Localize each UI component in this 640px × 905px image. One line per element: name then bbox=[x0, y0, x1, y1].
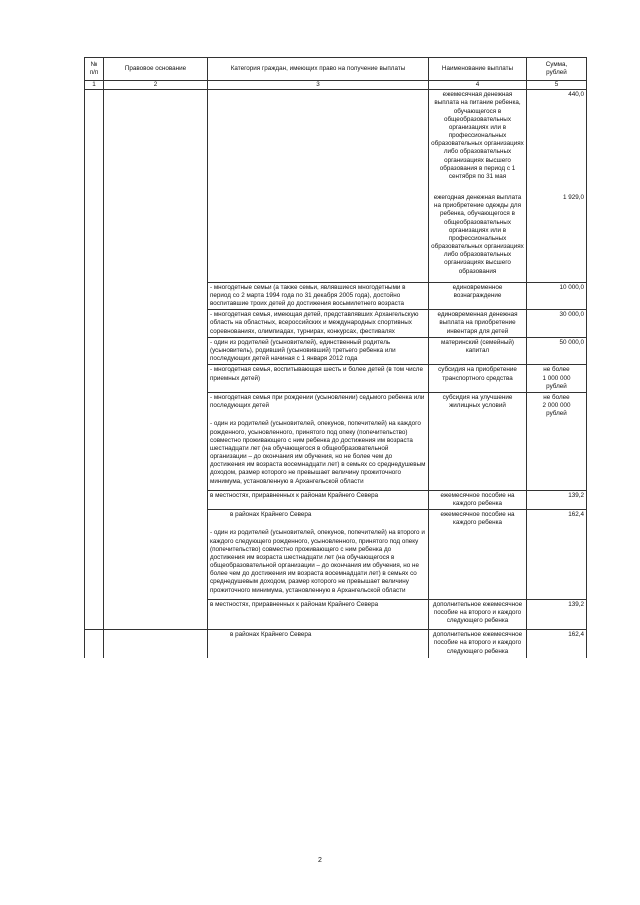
category-cell: - один из родителей (усыновителей, опекунов, попечителей) на каждого рожденного, усыновленного, принятого под опеку (попечительство) совместно проживающего с ним ребенка до достижения им возраста шестнадцати лет (на обучающегося в общеобразовательной организации – до окончания им обучения, но не более чем до достижения им возраста восемнадцати лет) в семьях со среднедушевым доходом, размер которого не превышает величину прожиточного минимума, установленную в Архангельской области bbox=[208, 419, 429, 490]
column-number: 3 bbox=[208, 81, 429, 90]
header-payment-name: Наименование выплаты bbox=[429, 58, 527, 81]
amount-cell: 50 000,0 bbox=[527, 337, 587, 365]
column-number: 4 bbox=[429, 81, 527, 90]
table-row bbox=[85, 282, 587, 310]
table-row bbox=[85, 528, 587, 599]
header-legal-basis: Правовое основание bbox=[104, 58, 208, 81]
amount-cell: не более 1 000 000 рублей bbox=[527, 365, 587, 393]
page-number: 2 bbox=[318, 857, 322, 864]
payment-name-cell: субсидия на приобретение транспортного средства bbox=[429, 365, 527, 393]
table-row bbox=[85, 193, 587, 282]
category-cell: в местностях, приравненных к районам Крайнего Севера bbox=[208, 599, 429, 630]
table-row bbox=[85, 90, 587, 193]
payment-name-cell: ежегодная денежная выплата на приобретение одежды для ребенка, обучающегося в общеобразовательных организациях или в профессиональных образовательных организациях либо образовательных организациях высшего образования bbox=[429, 193, 527, 282]
category-cell: - многодетная семья при рождении (усыновлении) седьмого ребенка или последующих детей bbox=[208, 392, 429, 419]
table-row bbox=[85, 599, 587, 630]
table-row bbox=[85, 337, 587, 365]
table-row bbox=[85, 419, 587, 490]
payment-name-cell: ежемесячное пособие на каждого ребенка bbox=[429, 490, 527, 509]
payment-name-cell: субсидия на улучшение жилищных условий bbox=[429, 392, 527, 419]
column-number: 1 bbox=[85, 81, 104, 90]
category-cell: - один из родителей (усыновителей, опекунов, попечителей) на второго и каждого следующего рожденного, усыновленного, принятого под опеку (попечительство) совместно проживающего с ним ребенка до достижения им возраста шестнадцати лет (на обучающегося в общеобразовательной организации – до окончания им обучения, но не более чем до достижения им возраста восемнадцати лет) в семьях со среднедушевым доходом, размер которого не превышает величину прожиточного минимума, установленную в Архангельской области bbox=[208, 528, 429, 599]
amount-cell bbox=[527, 419, 587, 490]
amount-cell: не более 2 000 000 рублей bbox=[527, 392, 587, 419]
amount-cell: 139,2 bbox=[527, 490, 587, 509]
category-cell: в местностях, приравненных к районам Крайнего Севера bbox=[208, 490, 429, 509]
amount-cell: 139,2 bbox=[527, 599, 587, 630]
table-row bbox=[85, 510, 587, 529]
payments-table bbox=[84, 57, 587, 658]
amount-cell: 162,4 bbox=[527, 510, 587, 529]
table-row bbox=[85, 392, 587, 419]
header-number: № п/п bbox=[85, 58, 104, 81]
category-cell: в районах Крайнего Севера bbox=[208, 510, 429, 529]
payment-name-cell bbox=[429, 419, 527, 490]
column-number: 5 bbox=[527, 81, 587, 90]
header-amount: Сумма, рублей bbox=[527, 58, 587, 81]
table-header-row bbox=[85, 58, 587, 81]
amount-cell: 30 000,0 bbox=[527, 310, 587, 338]
payment-name-cell: ежемесячное пособие на каждого ребенка bbox=[429, 510, 527, 529]
amount-cell bbox=[527, 528, 587, 599]
category-cell: - один из родителей (усыновителей), единственный родитель (усыновитель), родивший (усыновивший) третьего ребенка или последующих детей начиная с 1 января 2012 года bbox=[208, 337, 429, 365]
amount-cell: 440,0 bbox=[527, 90, 587, 193]
header-category: Категория граждан, имеющих право на получение выплаты bbox=[208, 58, 429, 81]
payment-name-cell bbox=[429, 528, 527, 599]
amount-cell: 162,4 bbox=[527, 630, 587, 658]
column-number: 2 bbox=[104, 81, 208, 90]
category-cell: в районах Крайнего Севера bbox=[208, 630, 429, 658]
category-cell bbox=[208, 193, 429, 282]
payment-name-cell: дополнительное ежемесячное пособие на второго и каждого следующего ребенка bbox=[429, 630, 527, 658]
payment-name-cell: единовременная денежная выплата на приобретение инвентаря для детей bbox=[429, 310, 527, 338]
payment-name-cell: материнский (семейный) капитал bbox=[429, 337, 527, 365]
category-cell: - многодетная семья, имеющая детей, представлявших Архангельскую область на областных, всероссийских и международных спортивных соревнованиях, олимпиадах, турнирах, конкурсах, фестивалях bbox=[208, 310, 429, 338]
table-row bbox=[85, 365, 587, 393]
table-row bbox=[85, 490, 587, 509]
amount-cell: 10 000,0 bbox=[527, 282, 587, 310]
category-cell: - многодетная семья, воспитывающая шесть и более детей (в том числе приемных детей) bbox=[208, 365, 429, 393]
payment-name-cell: ежемесячная денежная выплата на питание ребенка, обучающегося в общеобразовательных организациях или в профессиональных образовательных организациях либо образовательных организациях высшего образования в период с 1 сентября по 31 мая bbox=[429, 90, 527, 193]
payment-name-cell: единовременное вознаграждение bbox=[429, 282, 527, 310]
category-cell: - многодетные семьи (а также семьи, являвшиеся многодетными в период со 2 марта 1994 года по 31 декабря 2005 года), достойно воспитавшие троих детей до достижения восьмилетнего возраста bbox=[208, 282, 429, 310]
table-row bbox=[85, 310, 587, 338]
amount-cell: 1 929,0 bbox=[527, 193, 587, 282]
payment-name-cell: дополнительное ежемесячное пособие на второго и каждого следующего ребенка bbox=[429, 599, 527, 630]
column-numbers-row bbox=[85, 81, 587, 90]
category-cell bbox=[208, 90, 429, 193]
table-row bbox=[85, 630, 587, 658]
